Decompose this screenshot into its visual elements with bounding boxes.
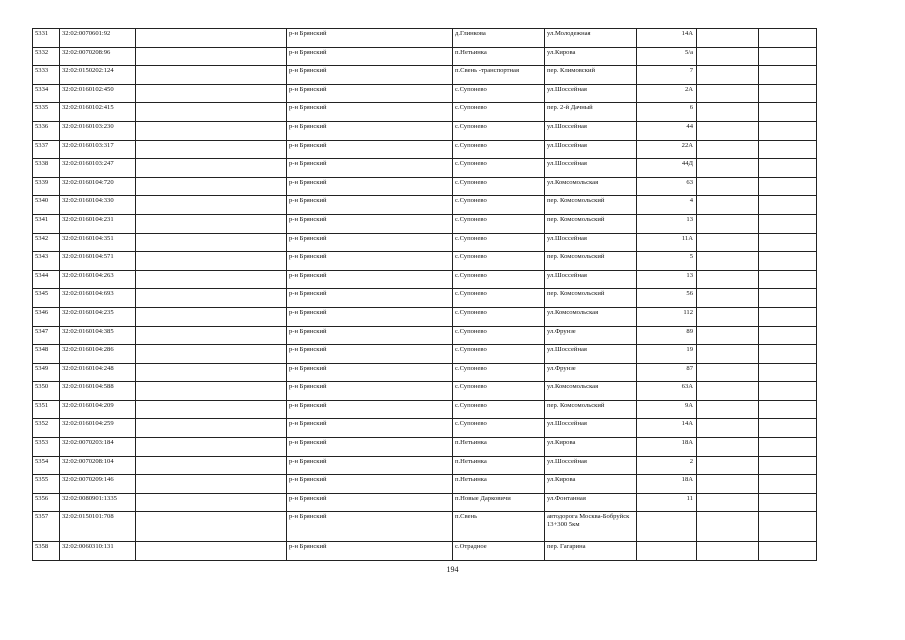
street-cell: ул.Шоссейная — [545, 233, 637, 252]
extra-1-cell — [697, 326, 759, 345]
description-cell — [136, 140, 287, 159]
row-index-cell: 5356 — [33, 493, 60, 512]
extra-2-cell — [759, 252, 817, 271]
cadastral-number-cell: 32:02:0160104:720 — [60, 177, 136, 196]
row-index-cell: 5343 — [33, 252, 60, 271]
cadastral-number-cell: 32:02:0160103:317 — [60, 140, 136, 159]
extra-1-cell — [697, 493, 759, 512]
row-index-cell: 5334 — [33, 84, 60, 103]
extra-1-cell — [697, 363, 759, 382]
description-cell — [136, 419, 287, 438]
table-row — [33, 233, 817, 252]
settlement-cell: с.Супонево — [453, 363, 545, 382]
house-number-cell — [637, 542, 697, 561]
table-row — [33, 214, 817, 233]
table-row — [33, 400, 817, 419]
district-cell: р-н Брянский — [287, 66, 453, 85]
settlement-cell: п.Нетьинка — [453, 438, 545, 457]
extra-1-cell — [697, 121, 759, 140]
table-row — [33, 326, 817, 345]
extra-2-cell — [759, 493, 817, 512]
description-cell — [136, 438, 287, 457]
cadastral-number-cell: 32:02:0160102:415 — [60, 103, 136, 122]
house-number-cell — [637, 512, 697, 542]
cadastral-number-cell: 32:02:0070203:184 — [60, 438, 136, 457]
cadastral-number-cell: 32:02:0080901:1335 — [60, 493, 136, 512]
settlement-cell: п.Нетьинка — [453, 47, 545, 66]
street-cell: ул.Кирова — [545, 47, 637, 66]
row-index-cell: 5354 — [33, 456, 60, 475]
street-cell: ул.Кирова — [545, 438, 637, 457]
row-index-cell: 5348 — [33, 345, 60, 364]
row-index-cell: 5337 — [33, 140, 60, 159]
house-number-cell: 18А — [637, 475, 697, 494]
description-cell — [136, 475, 287, 494]
settlement-cell: с.Супонево — [453, 270, 545, 289]
table-row — [33, 252, 817, 271]
table-row — [33, 177, 817, 196]
house-number-cell: 5 — [637, 252, 697, 271]
extra-1-cell — [697, 400, 759, 419]
district-cell: р-н Брянский — [287, 438, 453, 457]
description-cell — [136, 363, 287, 382]
table-row — [33, 66, 817, 85]
street-cell: пер. Комсомольский — [545, 252, 637, 271]
table-row — [33, 270, 817, 289]
row-index-cell: 5352 — [33, 419, 60, 438]
row-index-cell: 5355 — [33, 475, 60, 494]
property-register-table — [32, 28, 817, 561]
extra-2-cell — [759, 29, 817, 48]
street-cell: ул.Шоссейная — [545, 456, 637, 475]
extra-1-cell — [697, 456, 759, 475]
extra-1-cell — [697, 84, 759, 103]
extra-2-cell — [759, 159, 817, 178]
table-row — [33, 29, 817, 48]
street-cell: ул.Шоссейная — [545, 159, 637, 178]
row-index-cell: 5346 — [33, 307, 60, 326]
street-cell: ул.Молодежная — [545, 29, 637, 48]
house-number-cell: 44 — [637, 121, 697, 140]
extra-2-cell — [759, 177, 817, 196]
district-cell: р-н Брянский — [287, 84, 453, 103]
extra-2-cell — [759, 307, 817, 326]
table-row — [33, 475, 817, 494]
cadastral-number-cell: 32:02:0160104:235 — [60, 307, 136, 326]
street-cell: ул.Шоссейная — [545, 140, 637, 159]
house-number-cell: 44Д — [637, 159, 697, 178]
row-index-cell: 5357 — [33, 512, 60, 542]
settlement-cell: с.Отрадное — [453, 542, 545, 561]
extra-1-cell — [697, 345, 759, 364]
table-row — [33, 382, 817, 401]
extra-1-cell — [697, 270, 759, 289]
description-cell — [136, 196, 287, 215]
street-cell: ул.Шоссейная — [545, 84, 637, 103]
row-index-cell: 5344 — [33, 270, 60, 289]
table-row — [33, 307, 817, 326]
extra-2-cell — [759, 542, 817, 561]
row-index-cell: 5347 — [33, 326, 60, 345]
table-row — [33, 493, 817, 512]
row-index-cell: 5341 — [33, 214, 60, 233]
description-cell — [136, 345, 287, 364]
house-number-cell: 14А — [637, 29, 697, 48]
extra-1-cell — [697, 177, 759, 196]
row-index-cell: 5345 — [33, 289, 60, 308]
row-index-cell: 5350 — [33, 382, 60, 401]
house-number-cell: 89 — [637, 326, 697, 345]
row-index-cell: 5333 — [33, 66, 60, 85]
table-row — [33, 456, 817, 475]
house-number-cell: 11 — [637, 493, 697, 512]
district-cell: р-н Брянский — [287, 140, 453, 159]
settlement-cell: д.Глинкова — [453, 29, 545, 48]
street-cell: пер. Комсомольский — [545, 289, 637, 308]
house-number-cell: 87 — [637, 363, 697, 382]
cadastral-number-cell: 32:02:0070208:96 — [60, 47, 136, 66]
district-cell: р-н Брянский — [287, 475, 453, 494]
cadastral-number-cell: 32:02:0160104:248 — [60, 363, 136, 382]
cadastral-number-cell: 32:02:0160104:263 — [60, 270, 136, 289]
row-index-cell: 5353 — [33, 438, 60, 457]
extra-1-cell — [697, 438, 759, 457]
row-index-cell: 5332 — [33, 47, 60, 66]
row-index-cell: 5358 — [33, 542, 60, 561]
house-number-cell: 11А — [637, 233, 697, 252]
description-cell — [136, 66, 287, 85]
settlement-cell: с.Супонево — [453, 84, 545, 103]
house-number-cell: 56 — [637, 289, 697, 308]
extra-2-cell — [759, 438, 817, 457]
extra-1-cell — [697, 214, 759, 233]
street-cell: пер. Комсомольский — [545, 400, 637, 419]
cadastral-number-cell: 32:02:0160104:385 — [60, 326, 136, 345]
table-row — [33, 289, 817, 308]
settlement-cell: с.Супонево — [453, 103, 545, 122]
table-row — [33, 84, 817, 103]
description-cell — [136, 270, 287, 289]
extra-1-cell — [697, 307, 759, 326]
street-cell: ул.Комсомольская — [545, 382, 637, 401]
cadastral-number-cell: 32:02:0060310:131 — [60, 542, 136, 561]
table-row — [33, 47, 817, 66]
street-cell: пер. Климовский — [545, 66, 637, 85]
house-number-cell: 14А — [637, 419, 697, 438]
extra-2-cell — [759, 103, 817, 122]
table-body — [33, 29, 817, 561]
settlement-cell: с.Супонево — [453, 307, 545, 326]
extra-1-cell — [697, 47, 759, 66]
cadastral-number-cell: 32:02:0160104:571 — [60, 252, 136, 271]
row-index-cell: 5338 — [33, 159, 60, 178]
settlement-cell: п.Свень — [453, 512, 545, 542]
extra-1-cell — [697, 475, 759, 494]
extra-1-cell — [697, 382, 759, 401]
cadastral-number-cell: 32:02:0160104:286 — [60, 345, 136, 364]
page-number: 194 — [446, 565, 459, 574]
extra-2-cell — [759, 84, 817, 103]
cadastral-number-cell: 32:02:0150101:708 — [60, 512, 136, 542]
cadastral-number-cell: 32:02:0160102:450 — [60, 84, 136, 103]
district-cell: р-н Брянский — [287, 542, 453, 561]
settlement-cell: с.Супонево — [453, 345, 545, 364]
district-cell: р-н Брянский — [287, 214, 453, 233]
extra-2-cell — [759, 456, 817, 475]
district-cell: р-н Брянский — [287, 493, 453, 512]
extra-1-cell — [697, 252, 759, 271]
extra-1-cell — [697, 159, 759, 178]
description-cell — [136, 177, 287, 196]
street-cell: пер. Комсомольский — [545, 214, 637, 233]
street-cell: пер. Комсомольский — [545, 196, 637, 215]
extra-2-cell — [759, 214, 817, 233]
extra-1-cell — [697, 512, 759, 542]
house-number-cell: 6 — [637, 103, 697, 122]
row-index-cell: 5339 — [33, 177, 60, 196]
description-cell — [136, 214, 287, 233]
house-number-cell: 7 — [637, 66, 697, 85]
street-cell: ул.Комсомольская — [545, 307, 637, 326]
description-cell — [136, 326, 287, 345]
settlement-cell: с.Супонево — [453, 252, 545, 271]
extra-2-cell — [759, 475, 817, 494]
extra-1-cell — [697, 29, 759, 48]
table-row — [33, 159, 817, 178]
extra-2-cell — [759, 345, 817, 364]
cadastral-number-cell: 32:02:0160104:231 — [60, 214, 136, 233]
settlement-cell: с.Супонево — [453, 196, 545, 215]
district-cell: р-н Брянский — [287, 400, 453, 419]
settlement-cell: с.Супонево — [453, 382, 545, 401]
settlement-cell: с.Супонево — [453, 159, 545, 178]
settlement-cell: с.Супонево — [453, 214, 545, 233]
table-row — [33, 542, 817, 561]
house-number-cell: 9А — [637, 400, 697, 419]
description-cell — [136, 121, 287, 140]
cadastral-number-cell: 32:02:0160104:693 — [60, 289, 136, 308]
extra-1-cell — [697, 196, 759, 215]
house-number-cell: 4 — [637, 196, 697, 215]
description-cell — [136, 29, 287, 48]
cadastral-number-cell: 32:02:0070601:92 — [60, 29, 136, 48]
description-cell — [136, 456, 287, 475]
extra-1-cell — [697, 66, 759, 85]
table-row — [33, 438, 817, 457]
street-cell: ул.Шоссейная — [545, 419, 637, 438]
extra-2-cell — [759, 47, 817, 66]
street-cell: ул.Кирова — [545, 475, 637, 494]
row-index-cell: 5349 — [33, 363, 60, 382]
table-row — [33, 363, 817, 382]
description-cell — [136, 382, 287, 401]
description-cell — [136, 103, 287, 122]
street-cell: пер. 2-й Дачный — [545, 103, 637, 122]
district-cell: р-н Брянский — [287, 47, 453, 66]
district-cell: р-н Брянский — [287, 512, 453, 542]
description-cell — [136, 159, 287, 178]
house-number-cell: 13 — [637, 270, 697, 289]
extra-2-cell — [759, 121, 817, 140]
extra-2-cell — [759, 400, 817, 419]
district-cell: р-н Брянский — [287, 363, 453, 382]
extra-2-cell — [759, 270, 817, 289]
street-cell: ул.Шоссейная — [545, 270, 637, 289]
house-number-cell: 2 — [637, 456, 697, 475]
street-cell: ул.Шоссейная — [545, 121, 637, 140]
cadastral-number-cell: 32:02:0160104:351 — [60, 233, 136, 252]
district-cell: р-н Брянский — [287, 345, 453, 364]
district-cell: р-н Брянский — [287, 307, 453, 326]
house-number-cell: 2А — [637, 84, 697, 103]
district-cell: р-н Брянский — [287, 289, 453, 308]
extra-1-cell — [697, 103, 759, 122]
description-cell — [136, 84, 287, 103]
settlement-cell: п.Нетьинка — [453, 475, 545, 494]
settlement-cell: с.Супонево — [453, 140, 545, 159]
house-number-cell: 5/а — [637, 47, 697, 66]
settlement-cell: п.Новые Дарковичи — [453, 493, 545, 512]
table-row — [33, 103, 817, 122]
description-cell — [136, 233, 287, 252]
description-cell — [136, 493, 287, 512]
extra-1-cell — [697, 140, 759, 159]
settlement-cell: п.Свень -транспортная — [453, 66, 545, 85]
extra-1-cell — [697, 419, 759, 438]
settlement-cell: с.Супонево — [453, 400, 545, 419]
house-number-cell: 22А — [637, 140, 697, 159]
district-cell: р-н Брянский — [287, 233, 453, 252]
settlement-cell: с.Супонево — [453, 233, 545, 252]
street-cell: ул.Комсомольская — [545, 177, 637, 196]
row-index-cell: 5336 — [33, 121, 60, 140]
description-cell — [136, 400, 287, 419]
row-index-cell: 5340 — [33, 196, 60, 215]
extra-2-cell — [759, 363, 817, 382]
cadastral-number-cell: 32:02:0160104:259 — [60, 419, 136, 438]
house-number-cell: 13 — [637, 214, 697, 233]
cadastral-number-cell: 32:02:0160104:209 — [60, 400, 136, 419]
extra-2-cell — [759, 382, 817, 401]
table-row — [33, 345, 817, 364]
house-number-cell: 63 — [637, 177, 697, 196]
row-index-cell: 5342 — [33, 233, 60, 252]
table-row — [33, 196, 817, 215]
table-row — [33, 419, 817, 438]
cadastral-number-cell: 32:02:0070208:104 — [60, 456, 136, 475]
settlement-cell: п.Нетьинка — [453, 456, 545, 475]
district-cell: р-н Брянский — [287, 29, 453, 48]
district-cell: р-н Брянский — [287, 326, 453, 345]
description-cell — [136, 512, 287, 542]
row-index-cell: 5335 — [33, 103, 60, 122]
row-index-cell: 5351 — [33, 400, 60, 419]
settlement-cell: с.Супонево — [453, 419, 545, 438]
cadastral-number-cell: 32:02:0160104:588 — [60, 382, 136, 401]
description-cell — [136, 307, 287, 326]
extra-1-cell — [697, 542, 759, 561]
cadastral-number-cell: 32:02:0160103:247 — [60, 159, 136, 178]
district-cell: р-н Брянский — [287, 270, 453, 289]
settlement-cell: с.Супонево — [453, 326, 545, 345]
district-cell: р-н Брянский — [287, 382, 453, 401]
table-row — [33, 512, 817, 542]
street-cell: ул.Фрунзе — [545, 363, 637, 382]
street-cell: ул.Фрунзе — [545, 326, 637, 345]
house-number-cell: 63А — [637, 382, 697, 401]
district-cell: р-н Брянский — [287, 121, 453, 140]
extra-2-cell — [759, 419, 817, 438]
extra-1-cell — [697, 233, 759, 252]
description-cell — [136, 252, 287, 271]
extra-2-cell — [759, 66, 817, 85]
street-cell: ул.Шоссейная — [545, 345, 637, 364]
description-cell — [136, 47, 287, 66]
row-index-cell: 5331 — [33, 29, 60, 48]
street-cell: пер. Гагарина — [545, 542, 637, 561]
settlement-cell: с.Супонево — [453, 121, 545, 140]
register-sheet — [32, 28, 817, 561]
table-row — [33, 140, 817, 159]
district-cell: р-н Брянский — [287, 196, 453, 215]
district-cell: р-н Брянский — [287, 103, 453, 122]
house-number-cell: 112 — [637, 307, 697, 326]
cadastral-number-cell: 32:02:0070209:146 — [60, 475, 136, 494]
house-number-cell: 18А — [637, 438, 697, 457]
extra-2-cell — [759, 196, 817, 215]
house-number-cell: 19 — [637, 345, 697, 364]
cadastral-number-cell: 32:02:0150202:124 — [60, 66, 136, 85]
street-cell: ул.Фонтанная — [545, 493, 637, 512]
district-cell: р-н Брянский — [287, 159, 453, 178]
street-cell: автодорога Москва-Бобруйск 13+300 5км — [545, 512, 637, 542]
description-cell — [136, 289, 287, 308]
settlement-cell: с.Супонево — [453, 289, 545, 308]
district-cell: р-н Брянский — [287, 419, 453, 438]
extra-2-cell — [759, 233, 817, 252]
cadastral-number-cell: 32:02:0160104:330 — [60, 196, 136, 215]
extra-2-cell — [759, 512, 817, 542]
description-cell — [136, 542, 287, 561]
district-cell: р-н Брянский — [287, 177, 453, 196]
district-cell: р-н Брянский — [287, 252, 453, 271]
table-row — [33, 121, 817, 140]
district-cell: р-н Брянский — [287, 456, 453, 475]
extra-1-cell — [697, 289, 759, 308]
extra-2-cell — [759, 289, 817, 308]
settlement-cell: с.Супонево — [453, 177, 545, 196]
extra-2-cell — [759, 140, 817, 159]
extra-2-cell — [759, 326, 817, 345]
cadastral-number-cell: 32:02:0160103:230 — [60, 121, 136, 140]
